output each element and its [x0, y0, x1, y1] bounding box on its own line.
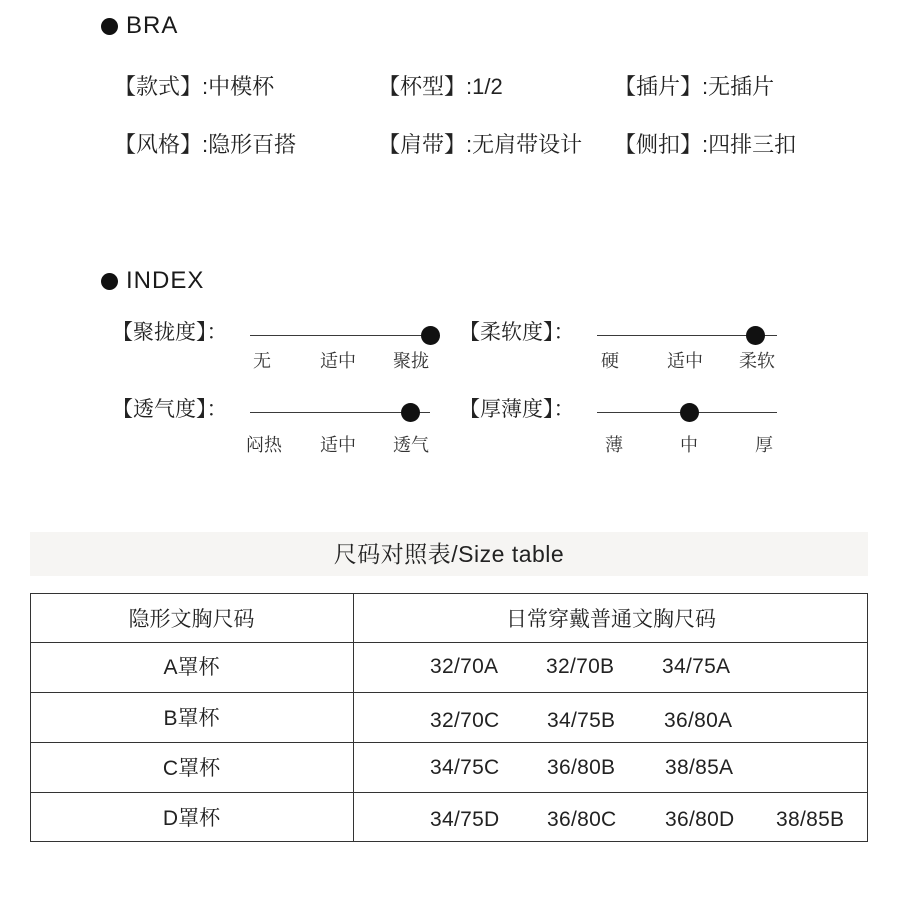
table-size-cell: 34/75A — [662, 655, 731, 678]
index-level-knob — [421, 326, 440, 345]
index-level-knob — [680, 403, 699, 422]
attribute-cup-type — [378, 72, 503, 102]
table-header-regular-size: 日常穿戴普通文胸尺码 — [506, 608, 716, 631]
index-label-breathability: 【透气度】： — [112, 398, 228, 421]
attribute-value: 隐形百搭 — [208, 132, 297, 157]
index-label-softness: 【柔软度】： — [459, 321, 575, 344]
table-size-cell: 36/80D — [665, 808, 735, 831]
attribute-side-hook — [614, 130, 796, 160]
attribute-separator: : — [202, 132, 209, 157]
attribute-strap — [378, 130, 582, 160]
index-tick: 闷热 — [246, 435, 282, 455]
attribute-separator: : — [702, 132, 709, 157]
index-tick: 适中 — [320, 351, 356, 371]
index-level-knob — [401, 403, 420, 422]
bullet-dot-icon — [101, 18, 118, 35]
attribute-label: 【插片】 — [614, 74, 703, 99]
table-size-cell: 34/75B — [547, 709, 616, 732]
attribute-fashion — [114, 130, 296, 160]
attribute-separator: : — [466, 74, 473, 99]
bra-section-heading — [101, 11, 178, 41]
index-label-push-up: 【聚拢度】： — [112, 321, 228, 344]
attribute-label: 【款式】 — [114, 74, 203, 99]
table-row-divider — [30, 692, 868, 693]
table-row-divider — [30, 792, 868, 793]
table-size-cell: 34/75D — [430, 808, 500, 831]
index-section-heading — [101, 266, 204, 296]
index-tick: 厚 — [755, 435, 773, 455]
table-size-cell: 32/70C — [430, 709, 500, 732]
table-size-cell: 38/85A — [665, 756, 734, 779]
index-tick: 硬 — [601, 351, 619, 371]
table-cup-cell: B罩杯 — [163, 707, 220, 730]
index-tick: 聚拢 — [393, 351, 429, 371]
index-tick: 适中 — [320, 435, 356, 455]
bra-section-title: BRA — [126, 12, 179, 39]
table-cup-cell: D罩杯 — [162, 807, 221, 830]
table-size-cell: 36/80B — [547, 756, 616, 779]
attribute-label: 【侧扣】 — [614, 132, 703, 157]
index-label-thickness: 【厚薄度】： — [459, 398, 575, 421]
index-tick: 无 — [253, 351, 271, 371]
index-section-title: INDEX — [126, 267, 205, 294]
attribute-separator: : — [702, 74, 709, 99]
table-cup-cell: C罩杯 — [162, 757, 221, 780]
table-size-cell: 36/80C — [547, 808, 617, 831]
index-tick: 薄 — [605, 435, 623, 455]
index-tick: 中 — [680, 435, 698, 455]
attribute-label: 【肩带】 — [378, 132, 467, 157]
attribute-insert — [614, 72, 774, 102]
table-header-invisible-size: 隐形文胸尺码 — [128, 608, 255, 631]
table-cup-cell: A罩杯 — [163, 656, 220, 679]
table-size-cell: 32/70B — [546, 655, 615, 678]
table-row-divider — [30, 642, 868, 643]
index-level-knob — [746, 326, 765, 345]
attribute-value: 1/2 — [472, 74, 503, 99]
table-size-cell: 32/70A — [430, 655, 499, 678]
attribute-value: 无肩带设计 — [472, 132, 583, 157]
bullet-dot-icon — [101, 273, 118, 290]
attribute-label: 【风格】 — [114, 132, 203, 157]
index-tick: 透气 — [393, 435, 429, 455]
attribute-value: 中模杯 — [208, 74, 275, 99]
attribute-style — [114, 72, 274, 102]
attribute-separator: : — [202, 74, 209, 99]
table-size-cell: 36/80A — [664, 709, 733, 732]
attribute-value: 无插片 — [708, 74, 775, 99]
index-tick: 适中 — [667, 351, 703, 371]
attribute-value: 四排三扣 — [708, 132, 797, 157]
size-table-title: 尺码对照表/Size table — [30, 532, 868, 576]
attribute-separator: : — [466, 132, 473, 157]
attribute-label: 【杯型】 — [378, 74, 467, 99]
index-tick: 柔软 — [739, 351, 775, 371]
table-row-divider — [30, 742, 868, 743]
index-track — [250, 335, 430, 336]
table-size-cell: 38/85B — [776, 808, 845, 831]
table-size-cell: 34/75C — [430, 756, 500, 779]
